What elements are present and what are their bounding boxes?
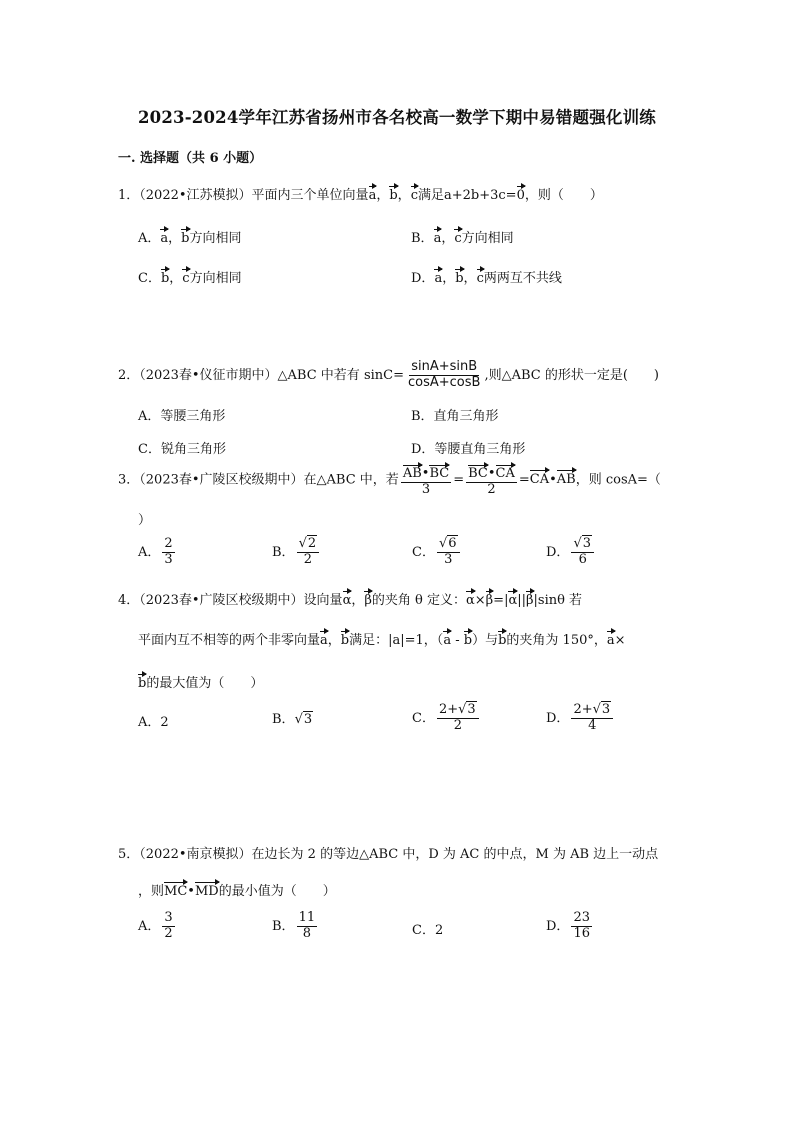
sqrt [458,703,477,718]
numerator [571,537,594,553]
numerator [437,703,479,719]
numerator [297,537,320,553]
numerator-text: 2+ [573,702,593,717]
q2-option-b[interactable]: B．直角三角形 [411,409,499,424]
stem-text: 在△ABC 中，若 [303,472,399,488]
option-text: 方向相同 [189,231,242,246]
question-2-stem [118,360,659,391]
numerator: 11 [298,910,316,925]
question-5-line-1 [118,843,658,862]
q4-option-b[interactable] [272,708,313,727]
vector-bc: BC [468,462,488,482]
radicand: 6 [448,536,457,551]
radicand: 3 [303,712,313,727]
option-label: D． [546,710,570,726]
comma: ， [351,593,365,608]
denominator: 3 [444,551,453,567]
vector-a: a [369,183,377,203]
q2-option-a[interactable]: A．等腰三角形 [138,409,226,424]
option-label: B． [272,918,295,934]
vector-mc: MC [164,879,187,899]
vector-b: b [389,183,397,203]
q3-option-b[interactable] [272,537,321,568]
equals: = [518,472,530,488]
option-label: B． [411,231,434,246]
denominator: cosA+cosB [407,374,481,390]
fraction [437,703,479,734]
equals: = [453,472,465,488]
q1-option-a[interactable] [138,226,242,246]
numerator: sinA+sinB [411,359,478,374]
question-source: （2022•江苏模拟） [139,188,252,203]
comma: ， [376,188,390,203]
times: × [474,593,486,608]
numerator: 3 [164,910,173,925]
denominator: 16 [573,925,590,941]
condition-expr: a+2b+3c= [443,188,517,203]
definition-expr: =| [493,593,509,608]
vector-ca: CA [496,462,515,482]
option-text: 方向相同 [461,231,514,246]
option-label: A． [138,231,161,246]
fraction [162,911,174,942]
vector-md: MD [195,879,219,899]
question-source: （2023春•仪征市期中） [139,367,278,383]
vector-a: a [443,628,451,648]
question-number: 2． [118,367,140,383]
definition-expr: |sinθ 若 [533,593,583,608]
root-sign: √ [573,536,582,551]
root-sign: √ [438,536,448,551]
numerator [437,537,460,553]
question-source: （2023春•广陵区校级期中） [139,593,304,608]
denominator: 3 [421,481,431,497]
vector-b: b [138,671,146,691]
numerator [466,462,517,483]
numerator: 2 [164,536,173,551]
sqrt [299,537,318,552]
comma: ， [327,633,341,648]
q4-option-d[interactable] [546,703,615,734]
q1-option-d[interactable] [411,266,562,286]
denominator: 4 [588,717,597,733]
dot: • [549,472,557,488]
vector-a: a [434,266,442,286]
radicand: 3 [582,536,592,551]
vector-a: a [607,628,615,648]
q5-option-d[interactable] [546,911,594,942]
stem-tail: ，则 cosA=（ [575,472,661,488]
q5-option-b[interactable] [272,911,319,942]
vector-alpha: α [508,588,517,608]
root-sign: √ [592,702,601,717]
stem-text: 满足：|a|=1，（ [349,633,444,648]
stem-text: 平面内三个单位向量 [251,188,369,203]
root-sign: √ [298,536,307,551]
option-label: B． [272,544,295,560]
section-heading: 一. 选择题（共 6 小题） [118,151,263,166]
option-label: C． [412,544,435,560]
comma: ， [168,231,182,246]
stem-tail: ,则△ABC 的形状一定是( ) [484,367,659,383]
vector-beta: β [364,588,372,608]
vector-ca: CA [530,467,549,487]
option-label: A． [138,918,161,934]
q5-option-c[interactable]: C．2 [412,923,444,938]
vector-b: b [498,628,506,648]
fraction [571,911,592,942]
sqrt [593,703,612,718]
dot: • [487,466,496,481]
comma: ， [442,271,456,286]
fraction [571,703,613,734]
stem-text: ，则 [138,884,165,899]
question-4-line-2 [138,628,626,648]
denominator: 8 [302,925,311,941]
stem-text: 满足 [417,188,444,203]
vector-alpha: α [466,588,475,608]
fraction [571,537,594,568]
denominator: 2 [487,481,496,497]
vector-a: a [320,628,328,648]
vector-b: b [181,226,189,246]
question-number: 3． [118,472,140,488]
option-text: 两两互不共线 [483,271,562,286]
vector-ab: AB [403,462,422,482]
denominator: 2 [303,551,312,567]
fraction [297,911,318,942]
question-4-line-1 [118,588,582,608]
stem-text: 的夹角为 150°， [506,633,607,648]
root-sign: √ [458,702,467,717]
fraction [466,462,517,498]
numerator: 23 [573,910,590,925]
q1-option-b[interactable] [411,226,514,246]
vector-c: c [454,226,461,246]
option-label: D． [546,918,570,934]
vector-c: c [411,183,418,203]
radicand: 2 [307,536,317,551]
vector-ab: AB [557,467,576,487]
dot: • [187,884,195,899]
question-number: 5． [118,847,140,862]
question-3-close-paren: ） [138,513,152,528]
denominator: 2 [164,925,173,941]
stem-text: 的夹角 θ 定义： [371,593,466,608]
comma: ， [169,271,183,286]
stem-tail: 的最小值为（ ） [218,884,336,899]
option-label: C． [138,271,161,286]
definition-expr: || [517,593,526,608]
vector-c: c [182,266,189,286]
root-sign: √ [294,712,303,727]
question-1-stem [118,183,603,203]
denominator: 3 [164,551,173,567]
comma: ， [441,231,455,246]
stem-tail: ，则（ ） [524,188,603,203]
question-source: （2022•南京模拟） [139,847,252,862]
fraction [162,537,174,568]
q3-option-a[interactable] [138,537,177,568]
vector-a: a [434,226,442,246]
vector-alpha: α [343,588,352,608]
option-label: A． [138,544,161,560]
sqrt [439,537,458,552]
stem-text: 设向量 [303,593,343,608]
vector-a: a [160,226,168,246]
document-title: 2023-2024学年江苏省扬州市各名校高一数学下期中易错题强化训练 [138,108,656,127]
vector-b: b [161,266,169,286]
option-label: C． [412,710,435,726]
question-source: （2023春•广陵区校级期中） [139,472,304,488]
stem-text: 在边长为 2 的等边△ABC 中，D 为 AC 的中点，M 为 AB 边上一动点 [251,847,659,862]
question-4-line-3 [138,671,263,691]
stem-text: ）与 [472,633,499,648]
sqrt [573,537,592,552]
q1-option-c[interactable] [138,266,242,286]
zero-vector: 0 [517,183,525,203]
question-number: 4． [118,593,140,608]
dot: • [421,466,430,481]
stem-text: △ABC 中若有 sinC= [277,367,404,383]
denominator: 2 [453,717,462,733]
question-number: 1． [118,188,140,203]
fraction [437,537,460,568]
vector-bc: BC [429,462,449,482]
fraction [297,537,320,568]
q3-option-c[interactable] [412,537,462,568]
question-3-stem [118,462,661,498]
question-5-line-2 [138,879,336,899]
stem-tail: 的最大值为（ ） [146,676,264,691]
numerator [571,703,613,719]
option-label: D． [411,271,435,286]
comma: ， [397,188,411,203]
vector-b: b [455,266,463,286]
q5-option-a[interactable] [138,911,177,942]
numerator [401,462,451,483]
stem-text: 平面内互不相等的两个非零向量 [138,633,321,648]
vector-b: b [341,628,349,648]
q4-option-c[interactable] [412,703,481,734]
fraction [406,360,482,391]
vector-b: b [464,628,472,648]
q2-option-d[interactable]: D．等腰直角三角形 [411,442,526,457]
option-label: B． [272,712,295,727]
times: × [614,633,626,648]
option-label: D． [546,544,570,560]
q4-option-a[interactable]: A．2 [138,715,169,730]
q2-option-c[interactable]: C．锐角三角形 [138,442,226,457]
vector-beta: β [526,588,534,608]
vector-beta: β [486,588,494,608]
fraction [401,462,451,498]
q3-option-d[interactable] [546,537,596,568]
sqrt [295,712,314,727]
denominator: 6 [578,551,587,567]
comma: ， [463,271,477,286]
radicand: 3 [467,702,476,717]
minus: - [451,633,464,648]
option-text: 方向相同 [189,271,242,286]
radicand: 3 [601,702,611,717]
vector-c: c [477,266,484,286]
numerator-text: 2+ [438,702,459,717]
